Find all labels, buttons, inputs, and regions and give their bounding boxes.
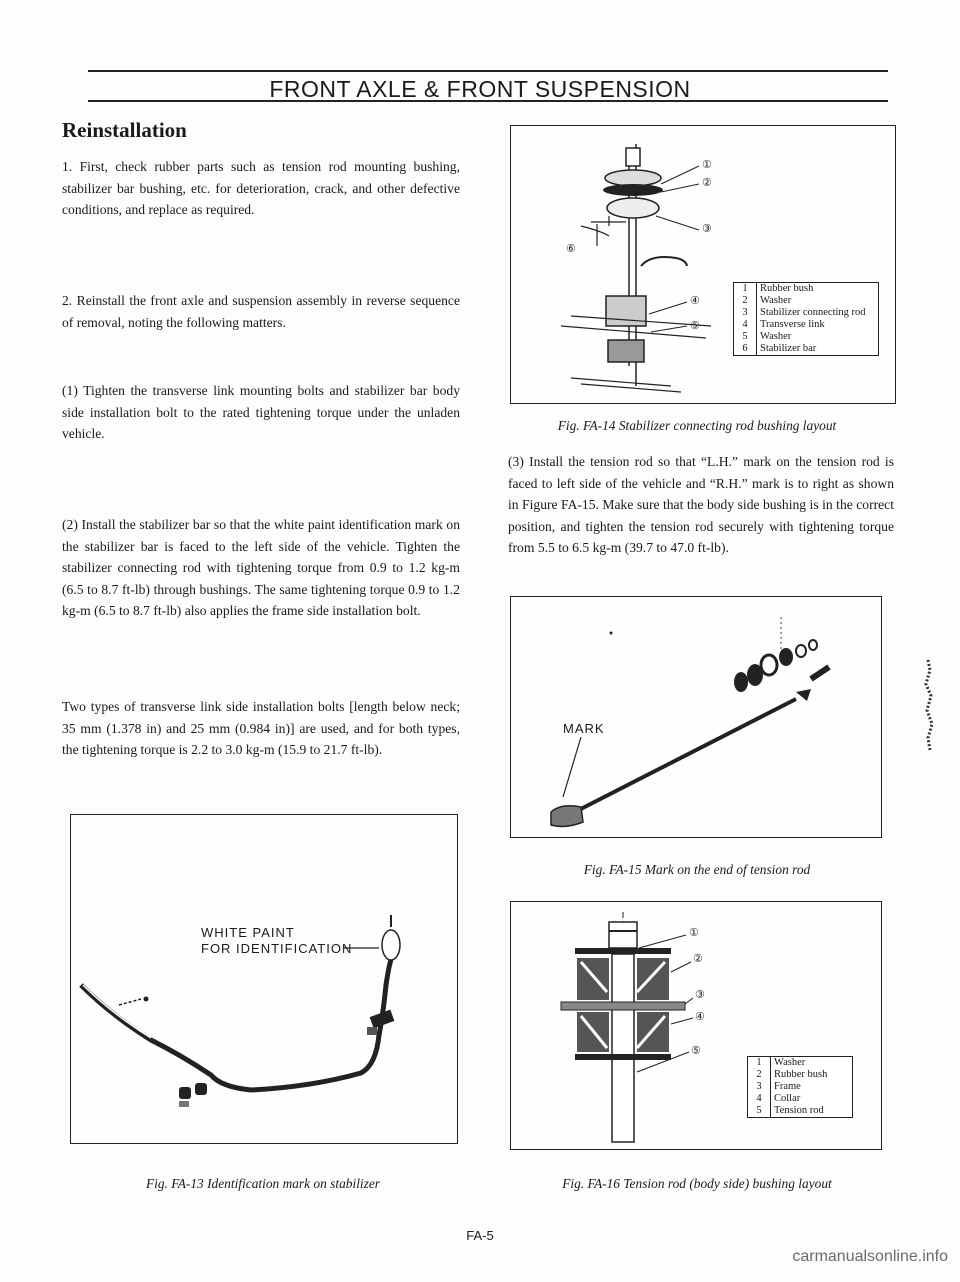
- figure-fa16: [510, 901, 882, 1150]
- callout-2: ②: [702, 177, 712, 189]
- page-number: FA-5: [466, 1228, 494, 1243]
- stabilizer-bar-drawing: [71, 815, 457, 1143]
- paragraph-2: 2. Reinstall the front axle and suspension assembly in reverse sequence of removal, noting the following matters.: [62, 293, 460, 330]
- callout-1: ①: [702, 159, 712, 171]
- page-header-title: FRONT AXLE & FRONT SUSPENSION: [269, 76, 691, 102]
- callout-5: ⑤: [690, 320, 700, 332]
- watermark: carmanualsonline.info: [792, 1248, 948, 1265]
- caption-fa13: Fig. FA-13 Identification mark on stabilizer: [145, 1176, 381, 1191]
- paragraph-right-1: (3) Install the tension rod so that “L.H.” mark on the tension rod is faced to left side of the vehicle and “R.H.” mark is to right as shown in Figure FA-15. Make sure that the body side bushing is in the correct position, and tighten the tension rod securely with tightening torque from 5.5 to 6.5 kg-m (39.7 to 47.0 ft-lb).: [508, 454, 894, 555]
- paragraph-5: Two types of transverse link side installation bolts [length below neck; 35 mm (1.378 in) and 25 mm (0.984 in)] are used, and for both types, the tightening torque is 2.2 to 3.0 kg-m (15.9 to 21.7 ft-lb).: [62, 699, 460, 757]
- legend-row: 1 Rubber bush: [734, 283, 869, 295]
- legend-row: 1 Washer: [748, 1057, 830, 1069]
- callout-3: ③: [702, 223, 712, 235]
- figure-fa15: [510, 596, 882, 838]
- figure-fa14: [510, 125, 896, 404]
- legend-row: 6 Stabilizer bar: [734, 343, 869, 355]
- callout-6: ⑥: [566, 243, 576, 255]
- tension-rod-drawing: [511, 597, 881, 837]
- legend-row: 5 Tension rod: [748, 1105, 830, 1117]
- figure-fa13: [70, 814, 458, 1144]
- identification-label: FOR IDENTIFICATION: [201, 941, 353, 956]
- callout-2: ②: [693, 953, 703, 965]
- caption-fa16: Fig. FA-16 Tension rod (body side) bushing layout: [562, 1176, 832, 1191]
- header-rule-bottom: [88, 100, 888, 102]
- legend-row: 3 Frame: [748, 1081, 830, 1093]
- legend-row: 2 Rubber bush: [748, 1069, 830, 1081]
- paragraph-3: (1) Tighten the transverse link mounting bolts and stabilizer bar body side installation bolt to the rated tightening torque under the unladen vehicle.: [62, 383, 460, 441]
- callout-4: ④: [690, 295, 700, 307]
- callout-1: ①: [689, 927, 699, 939]
- legend-fa14: [733, 282, 879, 356]
- callout-5: ⑤: [691, 1045, 701, 1057]
- legend-row: 2 Washer: [734, 295, 869, 307]
- header-rule-top: [88, 70, 888, 72]
- legend-row: 4 Collar: [748, 1093, 830, 1105]
- section-title: Reinstallation: [62, 118, 187, 142]
- legend-row: 3 Stabilizer connecting rod: [734, 307, 869, 319]
- bushing-pair-icon: [179, 1083, 207, 1107]
- mark-label: MARK: [563, 721, 605, 736]
- caption-fa14: Fig. FA-14 Stabilizer connecting rod bushing layout: [557, 418, 837, 433]
- scan-edge-artifact: [918, 650, 940, 760]
- callout-4: ④: [695, 1011, 705, 1023]
- legend-row: 5 Washer: [734, 331, 869, 343]
- callout-3: ③: [695, 989, 705, 1001]
- paragraph-4: (2) Install the stabilizer bar so that the white paint identification mark on the stabilizer bar is faced to the left side of the vehicle. Tighten the stabilizer connecting rod with tightening torque from 0.9 to 1.2 kg-m (6.5 to 8.7 ft-lb) through bushings. The same tightening torque 0.9 to 1.2 kg-m (6.5 to 8.7 ft-lb) also applies the frame side installation bolt.: [62, 517, 460, 618]
- caption-fa15: Fig. FA-15 Mark on the end of tension rod: [583, 862, 811, 877]
- legend-fa16: [747, 1056, 853, 1118]
- paragraph-1: 1. First, check rubber parts such as tension rod mounting bushing, stabilizer bar bushing, etc. for deterioration, crack, and other defective conditions, and replace as required.: [62, 159, 460, 217]
- white-paint-label: WHITE PAINT: [201, 925, 295, 940]
- legend-row: 4 Transverse link: [734, 319, 869, 331]
